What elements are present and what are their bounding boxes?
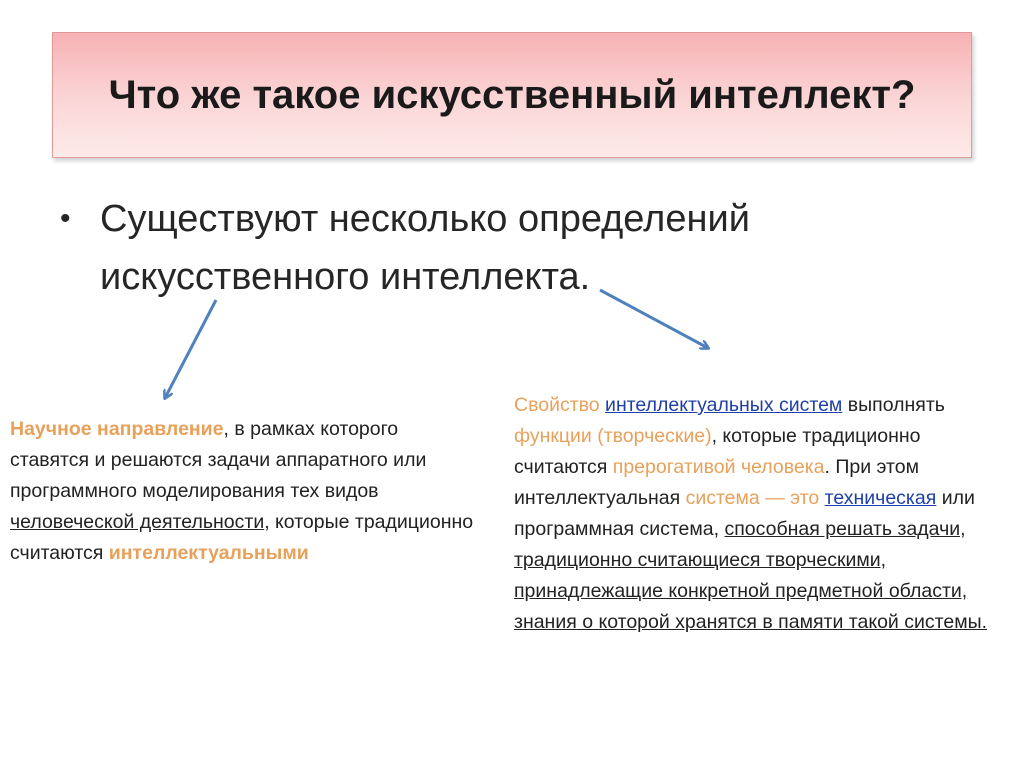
link-human-activity[interactable]: человеческой деятельности [10, 511, 265, 533]
bullet-text: Существуют несколько определений искусственного интеллекта. [100, 198, 750, 298]
link-intellectual-systems[interactable]: интеллектуальных систем [605, 394, 843, 416]
bullet-dot-icon: • [60, 202, 71, 235]
right-underlined-text[interactable]: способная решать задачи, традиционно считающиеся творческими, принадлежащие конкретной предметной области, знания о которой хранятся в памяти такой системы. [514, 518, 988, 633]
right-definition [514, 390, 1014, 638]
right-text-3: функции (творческие) [514, 425, 712, 447]
left-emphasis: интеллектуальными [108, 542, 309, 564]
title-box [52, 32, 972, 158]
left-definition [10, 414, 480, 569]
right-text-8: или программная система, [514, 487, 975, 540]
left-term: Научное направление [10, 418, 224, 440]
right-text-5: прерогативой человека [612, 456, 825, 478]
link-technical[interactable]: техническая [824, 487, 937, 509]
left-text-1: , в рамках которого ставятся и решаются задачи аппаратного или программного моделирования тех видов [10, 418, 427, 502]
right-text-6: . При этом интеллектуальная [514, 456, 920, 509]
right-text-1: Свойство [514, 394, 606, 416]
slide-title: Что же такое искусственный интеллект? [108, 72, 916, 117]
right-text-2: выполнять [842, 394, 945, 416]
right-text-4: , которые традиционно считаются [514, 425, 921, 478]
right-text-7: система — это [685, 487, 825, 509]
main-bullet [60, 190, 880, 306]
left-text-2: , которые традиционно считаются [10, 511, 474, 564]
arrow-left [165, 300, 216, 398]
